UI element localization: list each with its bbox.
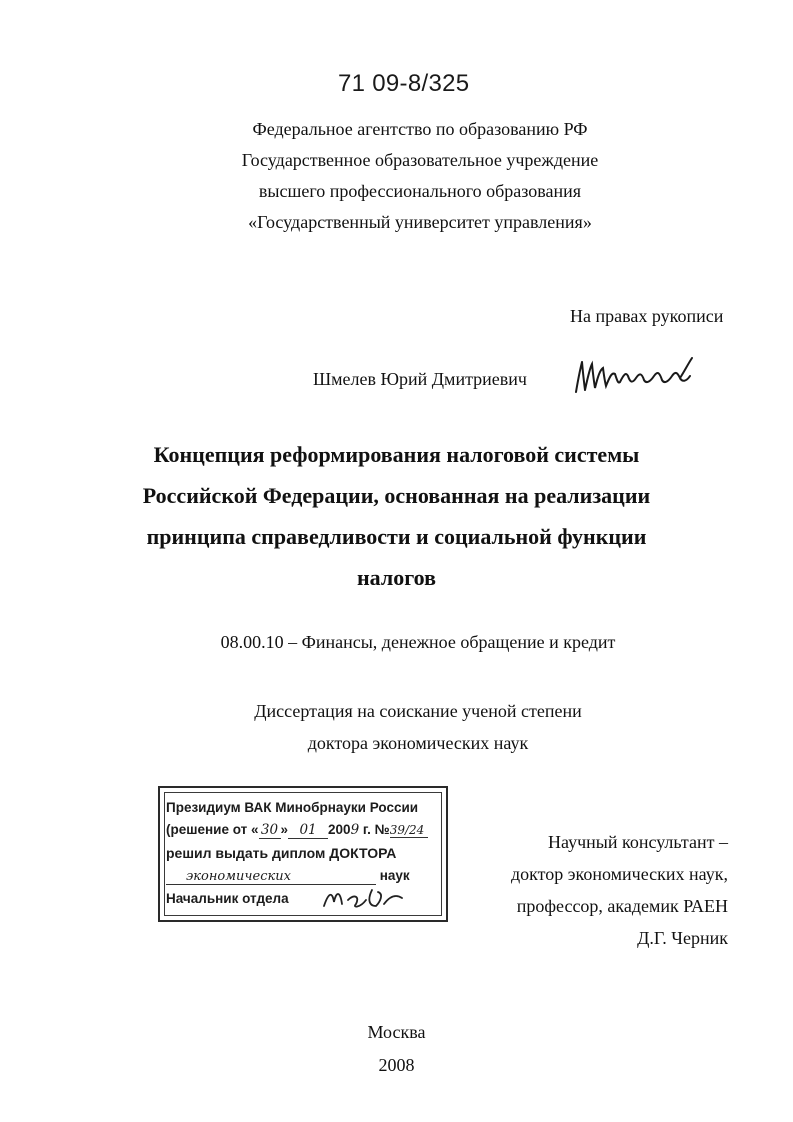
organization-line: высшего профессионального образования: [258, 181, 582, 201]
author-signature-icon: [570, 352, 700, 405]
title-line: Концепция реформирования налоговой системы: [153, 442, 640, 467]
stamp-line-presidium: Президиум ВАК Минобрнауки России: [166, 800, 419, 815]
organization-line: Федеральное агентство по образованию РФ: [252, 119, 588, 139]
scientific-consultant: [511, 826, 728, 954]
title-line: налогов: [357, 565, 436, 590]
title-line: принципа справедливости и социальной функции: [146, 524, 647, 549]
stamp-month: 01: [288, 822, 328, 839]
specialty-code: 08.00.10 – Финансы, денежное обращение и кредит: [220, 632, 616, 652]
dissertation-title: [0, 434, 793, 598]
consultant-line: доктор экономических наук,: [511, 864, 728, 884]
stamp-year-digit: 9: [350, 822, 360, 838]
stamp-head-label: Начальник отдела: [166, 891, 289, 906]
organization-block: [0, 114, 793, 238]
stamp-day: 30: [259, 822, 281, 839]
degree-statement: [0, 695, 793, 759]
stamp-year-suffix: г. №: [359, 822, 390, 837]
organization-line: «Государственный университет управления»: [248, 212, 592, 232]
stamp-year-prefix: 200: [328, 822, 351, 837]
stamp-line-diploma: решил выдать диплом ДОКТОРА: [166, 845, 397, 861]
city: Москва: [367, 1022, 426, 1042]
stamp-decision-prefix: (решение от «: [166, 822, 259, 837]
consultant-line: профессор, академик РАЕН: [516, 896, 728, 916]
stamp-field-handwritten: экономических: [166, 869, 376, 885]
degree-line: доктора экономических наук: [307, 733, 529, 753]
author-name: Шмелев Юрий Дмитриевич: [313, 369, 527, 389]
organization-line: Государственное образовательное учреждение: [241, 150, 599, 170]
manuscript-rights: На правах рукописи: [570, 306, 724, 326]
stamp-field-suffix: наук: [379, 868, 410, 883]
place-and-year: [0, 1016, 793, 1082]
stamp-line-field: [166, 868, 410, 885]
document-code: 71 09-8/325: [338, 70, 470, 97]
consultant-line: Д.Г. Черник: [637, 928, 728, 948]
stamp-line-head: [166, 891, 289, 906]
stamp-line-decision: (решение от « 30 » 01 2009 г. №39/24: [166, 822, 428, 839]
vak-stamp: [158, 786, 448, 922]
consultant-line: Научный консультант –: [548, 832, 728, 852]
stamp-number: 39/24: [390, 823, 428, 838]
stamp-signature-icon: [320, 884, 410, 917]
title-line: Российской Федерации, основанная на реализации: [142, 483, 651, 508]
degree-line: Диссертация на соискание ученой степени: [254, 701, 582, 721]
year: 2008: [378, 1055, 415, 1075]
